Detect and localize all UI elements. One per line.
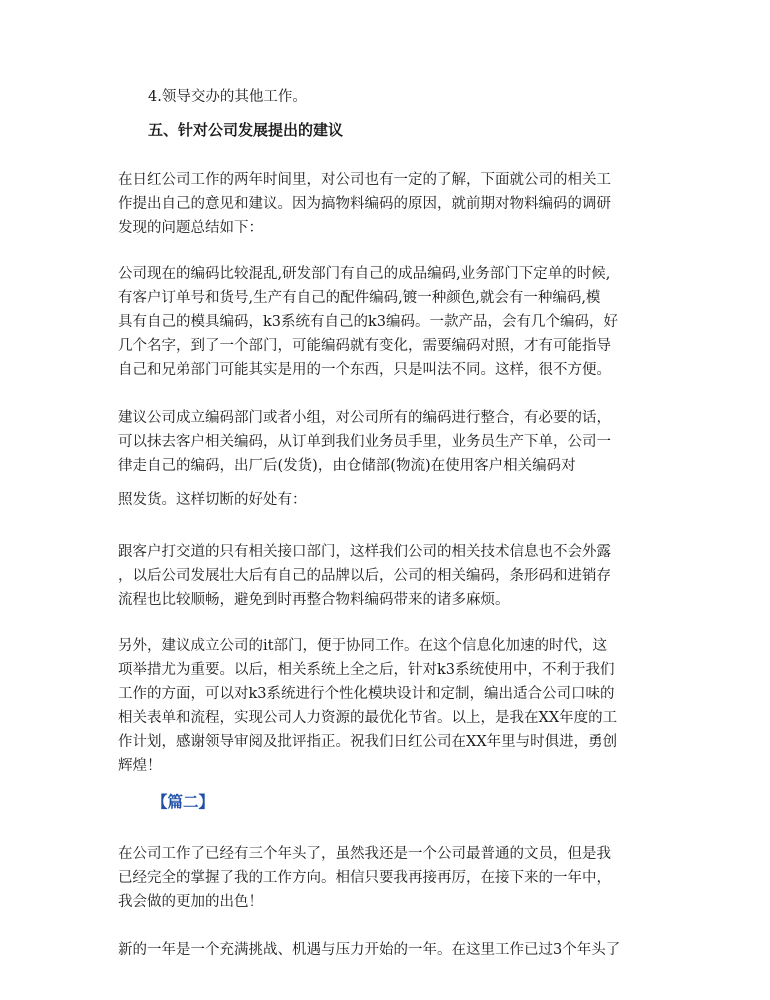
paragraph-line: 相关表单和流程，实现公司人力资源的最优化节省。以上，是我在XX年度的工 bbox=[118, 710, 618, 726]
paragraph-line: 有客户订单号和货号,生产有自己的配件编码,镀一种颜色,就会有一种编码,模 bbox=[118, 290, 601, 306]
paragraph-line: 律走自己的编码，出厂后(发货)，由仓储部(物流)在使用客户相关编码对 bbox=[118, 458, 576, 474]
paragraph-line: 在日红公司工作的两年时间里，对公司也有一定的了解，下面就公司的相关工 bbox=[118, 172, 611, 188]
paragraph-line: 照发货。这样切断的好处有： bbox=[118, 492, 307, 508]
paragraph-line: 项举措尤为重要。以后，相关系统上全之后，针对k3系统使用中，不利于我们 bbox=[118, 662, 615, 678]
paragraph-line: 具有自己的模具编码，k3系统有自己的k3编码。一款产品，会有几个编码，好 bbox=[118, 314, 619, 330]
paragraph-line: 作提出自己的意见和建议。因为搞物料编码的原因，就前期对物料编码的调研 bbox=[118, 196, 611, 212]
paragraph-line: 新的一年是一个充满挑战、机遇与压力开始的一年。在这里工作已过3个年头了 bbox=[118, 942, 621, 958]
paragraph-line: 公司现在的编码比较混乱,研发部门有自己的成品编码,业务部门下定单的时候, bbox=[118, 266, 611, 282]
paragraph-line: 辉煌！ bbox=[118, 758, 162, 774]
paragraph-line: 另外，建议成立公司的it部门，便于协同工作。在这个信息化加速的时代，这 bbox=[118, 638, 607, 654]
paragraph-line: 建议公司成立编码部门或者小组，对公司所有的编码进行整合，有必要的话， bbox=[118, 410, 611, 426]
paragraph-line: 几个名字，到了一个部门，可能编码就有变化，需要编码对照，才有可能指导 bbox=[118, 338, 611, 354]
list-item-4: 4.领导交办的其他工作。 bbox=[148, 89, 307, 105]
paragraph-line: 在公司工作了已经有三个年头了，虽然我还是一个公司最普通的文员，但是我 bbox=[118, 846, 611, 862]
paragraph-line: 工作的方面，可以对k3系统进行个性化模块设计和定制，编出适合公司口味的 bbox=[118, 686, 615, 702]
paragraph-line: 发现的问题总结如下： bbox=[118, 220, 263, 236]
paragraph-line: ，以后公司发展壮大后有自己的品牌以后，公司的相关编码，条形码和进销存 bbox=[118, 568, 611, 584]
paragraph-line: 已经完全的掌握了我的工作方向。相信只要我再接再厉，在接下来的一年中， bbox=[118, 870, 611, 886]
paragraph-line: 我会做的更加的出色！ bbox=[118, 894, 263, 910]
section-title-2: 【篇二】 bbox=[152, 792, 215, 811]
paragraph-line: 流程也比较顺畅，避免到时再整合物料编码带来的诸多麻烦。 bbox=[118, 592, 510, 608]
paragraph-line: 作计划，感谢领导审阅及批评指正。祝我们日红公司在XX年里与时俱进，勇创 bbox=[118, 734, 618, 750]
paragraph-line: 自己和兄弟部门可能其实是用的一个东西，只是叫法不同。这样，很不方便。 bbox=[118, 362, 611, 378]
section-heading-5: 五、针对公司发展提出的建议 bbox=[148, 121, 344, 139]
paragraph-line: 可以抹去客户相关编码，从订单到我们业务员手里，业务员生产下单，公司一 bbox=[118, 434, 611, 450]
paragraph-line: 跟客户打交道的只有相关接口部门，这样我们公司的相关技术信息也不会外露 bbox=[118, 544, 611, 560]
